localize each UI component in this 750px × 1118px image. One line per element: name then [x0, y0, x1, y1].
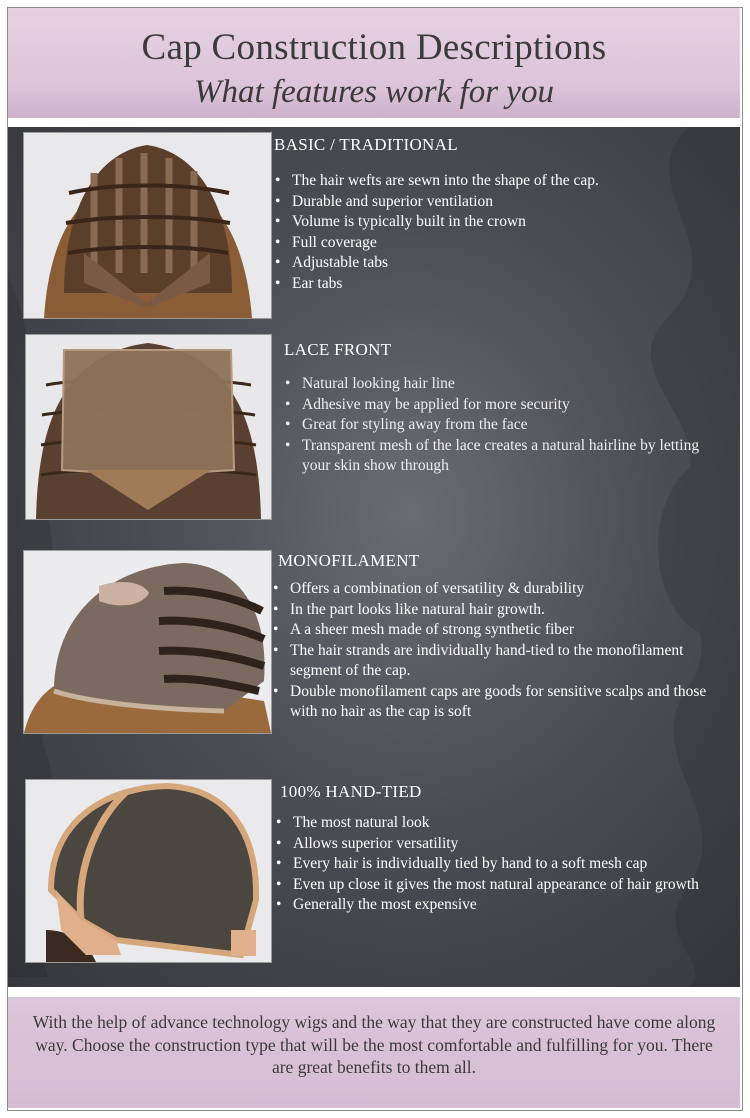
section-heading: 100% HAND-TIED — [280, 782, 422, 801]
lace-front-cap-image — [25, 334, 272, 520]
footer-text: With the help of advance technology wigs and the way that they are constructed have come along way. Choose the construction type that will be the most comfortable and fulfilling for you. There are great benefits to them all. — [32, 1012, 716, 1077]
footer-banner — [8, 997, 740, 1108]
section-lace-front — [8, 332, 740, 522]
list-item: • Durable and superior ventilation — [274, 192, 724, 213]
list-item: • Natural looking hair line — [284, 374, 704, 395]
page-title: Cap Construction Descriptions — [141, 27, 607, 68]
list-item: • Volume is typically built in the crown — [274, 212, 724, 233]
list-item: • Full coverage — [274, 233, 724, 254]
list-item: • The hair strands are individually hand-tied to the monofilament segment of the cap. — [272, 641, 717, 682]
list-item: • The most natural look — [275, 813, 720, 834]
section-heading: LACE FRONT — [284, 340, 392, 359]
section-hand-tied — [8, 777, 740, 967]
list-item: • Double monofilament caps are goods for sensitive scalps and those with no hair as the cap is soft — [272, 682, 717, 723]
list-item: • Every hair is individually tied by hand to a soft mesh cap — [275, 854, 720, 875]
list-item: • Generally the most expensive — [275, 895, 720, 916]
page-subtitle: What features work for you — [194, 74, 554, 110]
hand-tied-cap-image — [25, 779, 272, 963]
section-heading: BASIC / TRADITIONAL — [274, 135, 458, 154]
list-item: • Offers a combination of versatility & durability — [272, 579, 717, 600]
feature-list — [275, 813, 720, 916]
list-item: • In the part looks like natural hair growth. — [272, 600, 717, 621]
list-item: • The hair wefts are sewn into the shape of the cap. — [274, 171, 724, 192]
feature-list — [274, 171, 724, 294]
list-item: • Ear tabs — [274, 274, 724, 295]
section-heading: MONOFILAMENT — [278, 551, 420, 570]
header-banner — [8, 8, 740, 118]
list-item: • Transparent mesh of the lace creates a natural hairline by letting your skin show through — [284, 436, 704, 477]
monofilament-cap-image — [23, 550, 272, 734]
list-item: • A a sheer mesh made of strong synthetic fiber — [272, 620, 717, 641]
content-panel — [8, 127, 740, 987]
list-item: • Adhesive may be applied for more security — [284, 395, 704, 416]
feature-list — [284, 374, 704, 477]
list-item: • Great for styling away from the face — [284, 415, 704, 436]
section-basic-traditional — [8, 127, 740, 327]
feature-list — [272, 579, 717, 723]
section-monofilament — [8, 547, 740, 737]
list-item: • Allows superior versatility — [275, 834, 720, 855]
list-item: • Even up close it gives the most natural appearance of hair growth — [275, 875, 720, 896]
basic-cap-image — [23, 132, 272, 319]
list-item: • Adjustable tabs — [274, 253, 724, 274]
